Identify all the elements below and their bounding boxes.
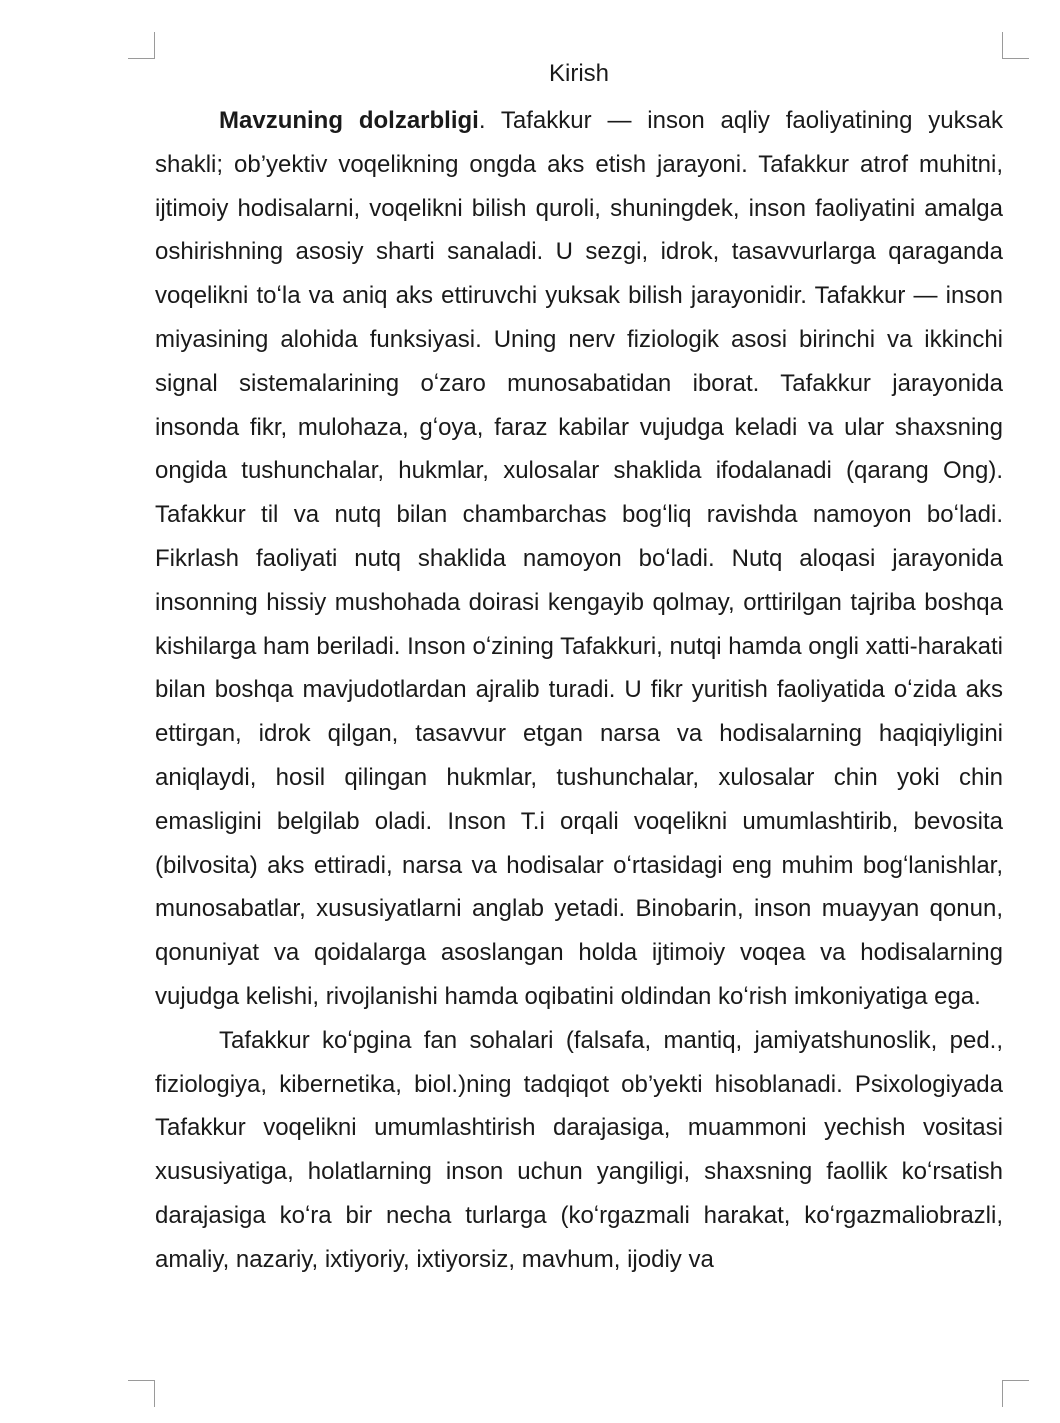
margin-mark-top-right	[1002, 32, 1029, 59]
document-body	[155, 99, 1003, 1282]
document-title: Kirish	[548, 60, 609, 87]
paragraph-1-text: . Tafakkur — inson aqliy faoliyatining yuksak shakli; ob’yektiv voqelikning ongda aks etish jarayoni. Tafakkur atrof muhitni, ijtimoiy hodisalarni, voqelikni bilish quroli, shuningdek, inson faoliyatini amalga oshirishning asosiy sharti sanaladi. U sezgi, idrok, tasavvurlarga qaraganda voqelikni toʻla va aniq aks ettiruvchi yuksak bilish jarayonidir. Tafakkur — inson miyasining alohida funksiyasi. Uning nerv fiziologik asosi birinchi va ikkinchi signal sistemalarining oʻzaro munosabatidan iborat. Tafakkur jarayonida insonda fikr, mulohaza, gʻoya, faraz kabilar vujudga keladi va ular shaxsning ongida tushunchalar, hukmlar, xulosalar shaklida ifodalanadi (qarang Ong). Tafakkur til va nutq bilan chambarchas bogʻliq ravishda namoyon boʻladi. Fikrlash faoliyati nutq shaklida namoyon boʻladi. Nutq aloqasi jarayonida insonning hissiy mushohada doirasi kengayib qolmay, orttirilgan tajriba boshqa kishilarga ham beriladi. Inson oʻzining Tafakkuri, nutqi hamda ongli xatti-harakati bilan boshqa mavjudotlardan ajralib turadi. U fikr yuritish faoliyatida oʻzida aks ettirgan, idrok qilgan, tasavvur etgan narsa va hodisalarning haqiqiyligini aniqlaydi, hosil qilingan hukmlar, tushunchalar, xulosalar chin yoki chin emasligini belgilab oladi. Inson T.i orqali voqelikni umumlashtirib, bevosita (bilvosita) aks ettiradi, narsa va hodisalar oʻrtasidagi eng muhim bogʻlanishlar, munosabatlar, xususiyatlarni anglab yetadi. Binobarin, inson muayyan qonun, qonuniyat va qoidalarga asoslangan holda ijtimoiy voqea va hodisalarning vujudga kelishi, rivojlanishi hamda oqibatini oldindan koʻrish imkoniyatiga ega.	[155, 107, 1004, 1010]
paragraph-1	[155, 99, 1003, 1019]
paragraph-2	[155, 1019, 1003, 1282]
margin-mark-bottom-right	[1002, 1380, 1029, 1407]
margin-mark-top-left	[128, 32, 155, 59]
margin-mark-bottom-left	[128, 1380, 155, 1407]
paragraph-2-text: Tafakkur koʻpgina fan sohalari (falsafa, mantiq, jamiyatshunoslik, ped., fiziologiya, kibernetika, biol.)ning tadqiqot ob’yekti hisoblanadi. Psixologiyada Tafakkur voqelikni umumlashtirish darajasiga, muammoni yechish vositasi xususiyatiga, holatlarning inson uchun yangiligi, shaxsning faollik koʻrsatish darajasiga koʻra bir necha turlarga (koʻrgazmali harakat, koʻrgazmaliobrazli, amaliy, nazariy, ixtiyoriy, ixtiyorsiz, mavhum, ijodiy va	[155, 1026, 1003, 1273]
paragraph-1-lead: Mavzuning dolzarbligi	[219, 107, 479, 134]
